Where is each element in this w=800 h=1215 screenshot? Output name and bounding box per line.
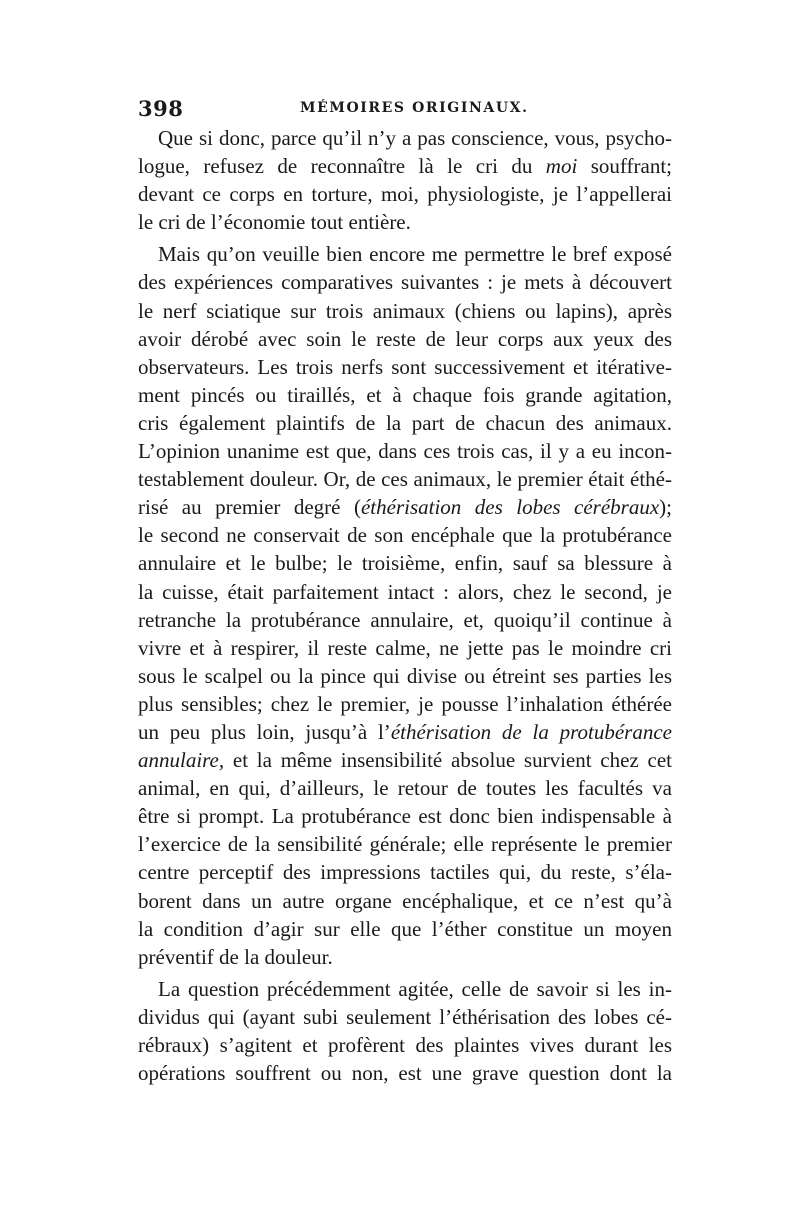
italic-text: annulaire, [138,748,225,773]
italic-text: éthérisation des lobes cérébraux [360,495,660,520]
text-line: logue, refusez de reconnaître là le cri du moi souffrant; [138,154,673,179]
text-line: observateurs. Les trois nerfs sont successivement et itérative- [138,354,672,379]
paragraph [138,975,672,1087]
text-line: des expériences comparatives suivantes : je mets à découvert [138,270,672,295]
running-title: MÉMOIRES ORIGINAUX. [300,100,529,116]
text-line: cris également plaintifs de la part de chacun des animaux. [138,410,672,435]
text-line: opérations souffrent ou non, est une grave question dont la [138,1061,672,1086]
text-line: centre perceptif des impressions tactiles qui, du reste, s’éla- [138,860,672,885]
paragraph [138,240,672,970]
text-line: Que si donc, parce qu’il n’y a pas conscience, vous, psycho- [158,126,672,150]
text-line: retranche la protubérance annulaire, et, quoiqu’il continue à [138,607,672,632]
text-line: plus sensibles; chez le premier, je pousse l’inhalation éthérée [138,691,672,716]
text-line: annulaire et le bulbe; le troisième, enfin, sauf sa blessure à [138,551,672,576]
text-line: le cri de l’économie tout entière. [138,210,411,235]
text-line: devant ce corps en torture, moi, physiologiste, je l’appellerai [138,182,672,207]
text-line: La question précédemment agitée, celle de savoir si les in- [158,976,672,1001]
italic-text: éthérisation de la protubérance [390,719,672,744]
text-line: animal, en qui, d’ailleurs, le retour de toutes les facultés va [138,776,672,801]
text-line: avoir dérobé avec soin le reste de leur corps aux yeux des [138,326,672,351]
text-line: rébraux) s’agitent et profèrent des plaintes vives durant les [138,1033,672,1057]
text-line: Mais qu’on veuille bien encore me permettre le bref exposé [158,242,672,267]
text-line: préventif de la douleur. [138,944,333,969]
italic-text: moi [545,154,578,179]
text-line: le second ne conservait de son encéphale que la protubérance [138,523,672,548]
text-line: risé au premier degré (éthérisation des lobes cérébraux); [138,495,672,520]
page-number: 398 [138,96,184,121]
text-line: l’exercice de la sensibilité générale; elle représente le premier [138,832,672,857]
text-line: annulaire, et la même insensibilité absolue survient chez cet [138,748,672,773]
text-line: ment pincés ou tiraillés, et à chaque fois grande agitation, [138,382,672,407]
text-line: borent dans un autre organe encéphalique, et ce n’est qu’à [138,888,672,913]
text-line: sous le scalpel ou la pince qui divise ou étreint ses parties les [138,663,672,688]
running-head [138,96,672,126]
text-line: dividus qui (ayant subi seulement l’éthérisation des lobes cé- [138,1004,672,1029]
text-line: la cuisse, était parfaitement intact : alors, chez le second, je [138,579,672,604]
text-line: le nerf sciatique sur trois animaux (chiens ou lapins), après [138,298,672,323]
paragraph [138,124,672,236]
text-line: un peu plus loin, jusqu’à l’éthérisation de la protubérance [138,719,672,744]
text-line: L’opinion unanime est que, dans ces trois cas, il y a eu incon- [138,439,672,464]
text-line: testablement douleur. Or, de ces animaux, le premier était éthé- [138,467,672,492]
text-line: être si prompt. La protubérance est donc bien indispensable à [138,804,672,829]
text-line: vivre et à respirer, il reste calme, ne jette pas le moindre cri [138,635,672,660]
body-text [138,124,672,1087]
text-line: la condition d’agir sur elle que l’éther constitue un moyen [138,916,672,941]
